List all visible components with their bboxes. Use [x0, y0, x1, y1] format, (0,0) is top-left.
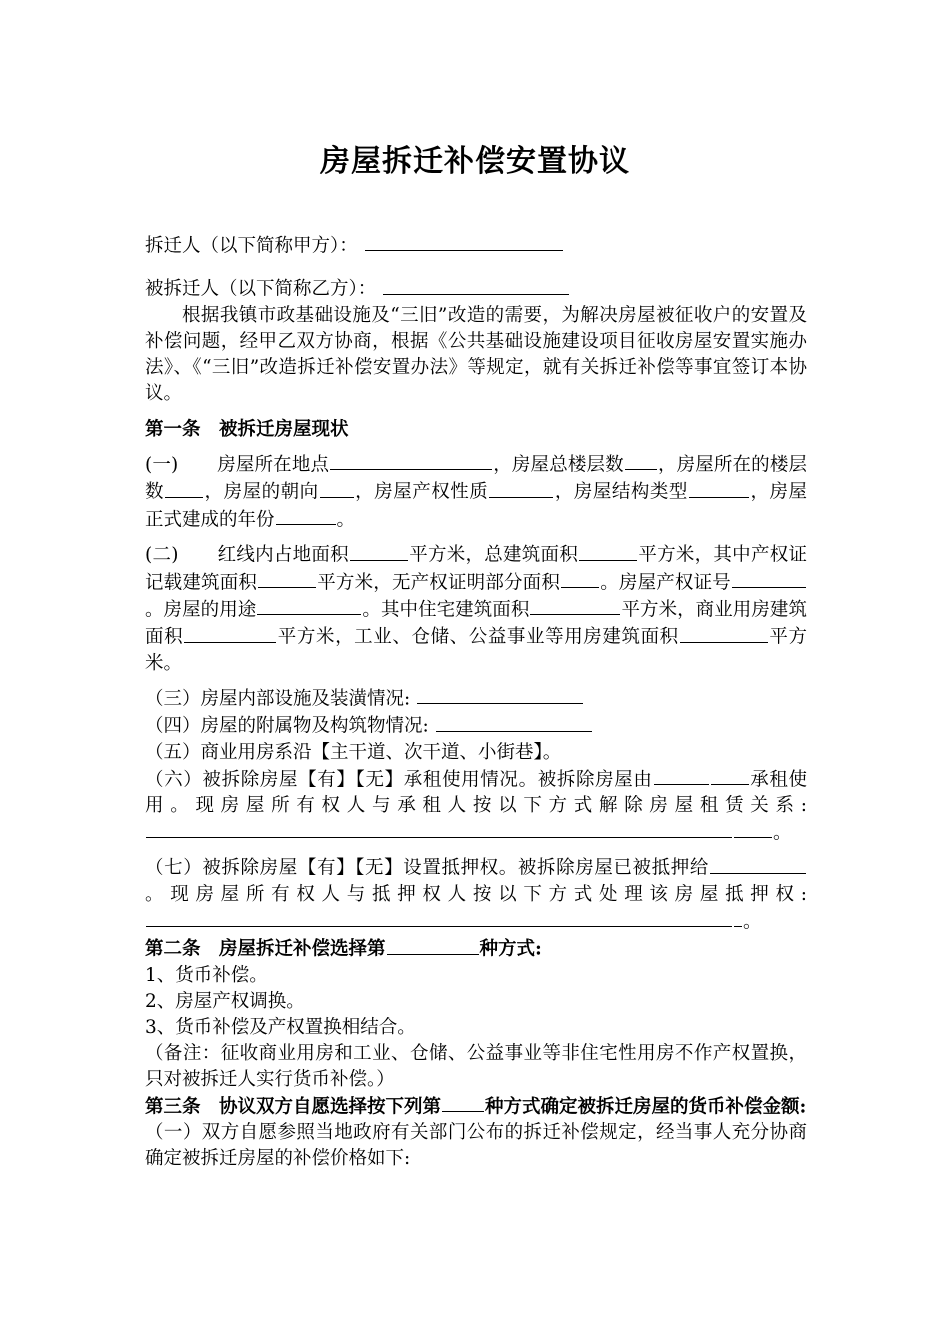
party-a-label: 拆迁人（以下简称甲方）： [145, 235, 358, 257]
mortgagee-blank[interactable] [710, 854, 806, 873]
structure-type-blank[interactable] [689, 478, 749, 497]
decoration-blank[interactable] [417, 685, 583, 704]
build-year-blank[interactable] [276, 506, 336, 525]
text-segment: 种方式确定被拆迁房屋的货币补偿金额: [485, 1096, 807, 1118]
tenant-blank-start[interactable] [654, 766, 709, 785]
usage-blank[interactable] [257, 596, 361, 615]
article-3-heading [145, 1093, 807, 1120]
land-area-blank[interactable] [350, 541, 408, 560]
text-segment: 房屋所在地点 [217, 454, 330, 476]
mortgage-handling-blank-end[interactable] [734, 908, 742, 927]
item-number: (一) [145, 454, 179, 476]
text-segment: 平方米。 [145, 626, 807, 674]
article-1-heading: 第一条 被拆迁房屋现状 [145, 418, 349, 440]
text-segment: ，房屋总楼层数 [493, 454, 624, 476]
article-1-item-6 [145, 766, 807, 847]
text-segment: 。房屋产权证号 [600, 571, 731, 593]
text-segment: 红线内占地面积 [217, 544, 349, 566]
compensation-method-blank[interactable] [387, 935, 479, 954]
text-segment: 承租使用。现房屋所有权人与承租人按以下方式解除房屋租赁关系: [145, 769, 807, 817]
text-segment: ，房屋所在的楼层数 [145, 454, 807, 503]
attachments-blank[interactable] [436, 712, 592, 731]
text-segment: 平方米，其中产权证记载建筑面积 [145, 544, 807, 593]
article-2-note: （备注：征收商业用房和工业、仓储、公益事业等非住宅性用房不作产权置换，只对被拆迁人实行货币补偿。） [145, 1042, 807, 1090]
text-segment: 。其中住宅建筑面积 [362, 599, 530, 621]
document-body [145, 232, 807, 1172]
article-2-heading [145, 935, 807, 962]
industrial-area-blank[interactable] [680, 623, 768, 642]
text-segment: 第三条 协议双方自愿选择按下列第 [145, 1096, 442, 1118]
property-nature-blank[interactable] [489, 478, 553, 497]
party-a-line [145, 232, 807, 259]
intro-paragraph: 根据我镇市政基础设施及“三旧”改造的需要，为解决房屋被征收户的安置及补偿问题，经甲乙双方协商，根据《公共基础设施建设项目征收房屋安置实施办法》、《“三旧”改造拆迁补偿安置办法》等规定，就有关拆迁补偿等事宜签订本协议。 [145, 304, 807, 404]
tenant-blank-end[interactable] [711, 766, 749, 785]
article-1-item-5: （五）商业用房系沿【主干道、次干道、小街巷】。 [145, 741, 562, 763]
commercial-area-blank[interactable] [184, 623, 276, 642]
text-segment: 平方米，商业用房建筑面积 [145, 599, 807, 648]
text-segment: ，房屋正式建成的年份 [145, 481, 807, 531]
document-title: 房屋拆迁补偿安置协议 [320, 144, 630, 179]
article-2-option-3: 3、货币补偿及产权置换相结合。 [145, 1016, 416, 1038]
text-segment: 平方米，总建筑面积 [408, 544, 579, 566]
text-segment: 。 [743, 911, 762, 933]
text-segment: 第二条 房屋拆迁补偿选择第 [145, 938, 386, 960]
party-b-line [145, 275, 807, 302]
text-segment: 。现房屋所有权人与抵押权人按以下方式处理该房屋抵押权: [145, 883, 807, 905]
text-segment: （四）房屋的附属物及构筑物情况: [145, 715, 429, 737]
text-segment: 。房屋的用途 [145, 599, 257, 621]
text-segment: （三）房屋内部设施及装潢情况: [145, 688, 411, 710]
item-number: (二) [145, 544, 179, 566]
uncertified-area-blank[interactable] [561, 569, 599, 588]
text-segment: ，房屋产权性质 [354, 481, 489, 503]
party-a-blank[interactable] [365, 232, 563, 251]
party-b-label: 被拆迁人（以下简称乙方）： [145, 278, 377, 300]
article-2-option-1: 1、货币补偿。 [145, 964, 268, 986]
certificate-number-blank[interactable] [732, 569, 806, 588]
article-1-item-2 [145, 541, 807, 677]
article-1-item-4 [145, 712, 807, 739]
lease-termination-blank-end[interactable] [734, 819, 772, 838]
text-segment: 。 [773, 822, 792, 844]
party-b-blank[interactable] [383, 275, 569, 294]
lease-termination-blank[interactable] [146, 819, 732, 838]
text-segment: 平方米，无产权证明部分面积 [317, 571, 561, 593]
floor-blank[interactable] [165, 478, 203, 497]
article-1-item-1 [145, 451, 807, 533]
text-segment: 种方式: [479, 938, 542, 960]
certified-area-blank[interactable] [258, 569, 316, 588]
text-segment: 。 [336, 509, 356, 531]
article-1-item-7 [145, 854, 807, 935]
total-area-blank[interactable] [579, 541, 637, 560]
article-3-item-1: （一）双方自愿参照当地政府有关部门公布的拆迁补偿规定，经当事人充分协商确定被拆迁房屋的补偿价格如下: [145, 1122, 807, 1170]
text-segment: ，房屋结构类型 [554, 481, 688, 503]
text-segment: ，房屋的朝向 [204, 481, 319, 503]
article-1-item-3 [145, 685, 807, 712]
text-segment: （七）被拆除房屋【有】【无】设置抵押权。被拆除房屋已被抵押给 [145, 857, 709, 879]
residential-area-blank[interactable] [530, 596, 620, 615]
text-segment: 平方米，工业、仓储、公益事业等用房建筑面积 [277, 626, 679, 648]
valuation-method-blank[interactable] [442, 1093, 484, 1112]
total-floors-blank[interactable] [625, 451, 657, 470]
mortgage-handling-blank[interactable] [146, 908, 732, 927]
location-blank[interactable] [330, 451, 492, 470]
text-segment: （六）被拆除房屋【有】【无】承租使用情况。被拆除房屋由 [145, 769, 653, 791]
orientation-blank[interactable] [320, 478, 354, 497]
article-2-option-2: 2、房屋产权调换。 [145, 990, 305, 1012]
